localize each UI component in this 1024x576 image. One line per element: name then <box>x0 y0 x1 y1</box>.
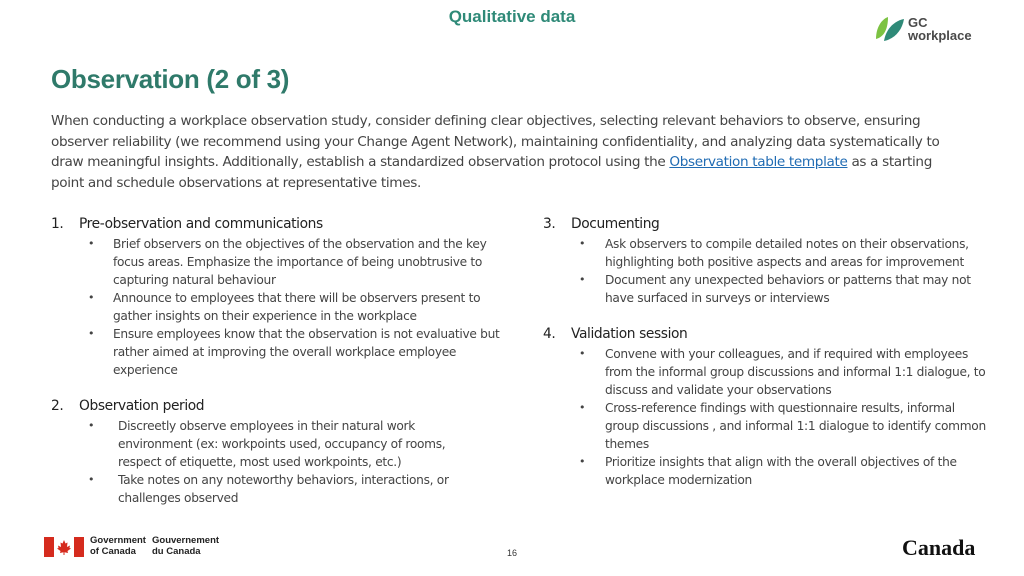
section-heading <box>51 215 501 233</box>
bullet-text: Ensure employees know that the observation is not evaluative but rather aimed at improving the overall workplace employee experience <box>113 327 500 377</box>
list-item <box>543 399 988 453</box>
section-heading <box>543 325 988 343</box>
list-item <box>51 235 501 289</box>
canada-wordmark: Canada <box>902 535 976 560</box>
bullet-icon: • <box>579 273 586 286</box>
section-title: Validation session <box>571 326 688 342</box>
bullet-icon: • <box>579 237 586 250</box>
bullet-icon: • <box>88 237 95 250</box>
slide-title: Observation (2 of 3) <box>51 64 290 94</box>
bullet-text: Ask observers to compile detailed notes on their observations, highlighting both positive aspects and areas for improvement <box>605 237 969 269</box>
bullet-icon: • <box>88 473 95 486</box>
list-item <box>51 417 471 471</box>
bullet-text: Brief observers on the objectives of the observation and the key focus areas. Emphasize the importance of being unobtrusive to capturing natural behaviour <box>113 237 487 287</box>
section-number: 2. <box>51 398 64 414</box>
bullet-icon: • <box>579 455 586 468</box>
section-title: Observation period <box>79 398 205 414</box>
list-item <box>51 471 471 507</box>
section-number: 4. <box>543 326 556 342</box>
section-validation-session <box>543 325 988 489</box>
list-item <box>543 453 988 489</box>
list-item <box>543 271 988 307</box>
gov-en-line-1: Government <box>90 535 146 546</box>
bullet-text: Convene with your colleagues, and if required with employees from the informal group discussions and informal 1:1 dialogue, to discuss and validate your observations <box>605 347 986 397</box>
gov-fr-line-2: du Canada <box>152 546 201 557</box>
bullet-text: Cross-reference findings with questionnaire results, informal group discussions , and informal 1:1 dialogue to identify common themes <box>605 401 986 451</box>
bullet-text: Prioritize insights that align with the overall objectives of the workplace modernization <box>605 455 957 487</box>
section-heading <box>543 215 988 233</box>
gc-workplace-leaf-icon <box>874 15 906 43</box>
section-title: Documenting <box>571 216 660 232</box>
gc-workplace-logo <box>874 15 984 45</box>
section-title: Pre-observation and communications <box>79 216 323 232</box>
bullet-icon: • <box>579 347 586 360</box>
bullet-icon: • <box>88 327 95 340</box>
section-number: 1. <box>51 216 64 232</box>
section-pre-observation <box>51 215 501 379</box>
bullet-text: Take notes on any noteworthy behaviors, interactions, or challenges observed <box>118 473 449 505</box>
intro-text-before: When conducting a workplace observation study, consider defining clear objectives, selecting relevant behaviors to observe, ensuring observer reliability (we recommend using your Change Agent Network), maintaining confidentiality, and analyzing data systematically to draw meaningful insights. Additionally, establish a standardized observation protocol using the <box>51 113 940 170</box>
observation-table-template-link[interactable]: Observation table template <box>669 154 848 170</box>
page-number: 16 <box>506 548 517 558</box>
intro-paragraph <box>51 111 961 193</box>
section-number: 3. <box>543 216 556 232</box>
header-title: Qualitative data <box>448 7 576 26</box>
bullet-text: Document any unexpected behaviors or patterns that may not have surfaced in surveys or interviews <box>605 273 971 305</box>
bullet-text: Announce to employees that there will be observers present to gather insights on their experience in the workplace <box>113 291 481 323</box>
logo-line-2: workplace <box>908 28 972 43</box>
section-documenting <box>543 215 988 307</box>
gov-fr-line-1: Gouvernement <box>152 535 220 546</box>
section-heading <box>51 397 471 415</box>
list-item <box>543 235 988 271</box>
intro-text-after: as a starting point and schedule observations at representative times. <box>51 154 932 191</box>
list-item <box>543 345 988 399</box>
bullet-icon: • <box>579 401 586 414</box>
section-observation-period <box>51 397 471 507</box>
gov-en-line-2: of Canada <box>90 546 136 557</box>
logo-line-1: GC <box>908 15 928 30</box>
bullet-icon: • <box>88 291 95 304</box>
list-item <box>51 289 501 325</box>
list-item <box>51 325 501 379</box>
bullet-icon: • <box>88 419 95 432</box>
bullet-text: Discreetly observe employees in their natural work environment (ex: workpoints used, occupancy of rooms, respect of etiquette, most used workpoints, etc.) <box>118 419 446 469</box>
